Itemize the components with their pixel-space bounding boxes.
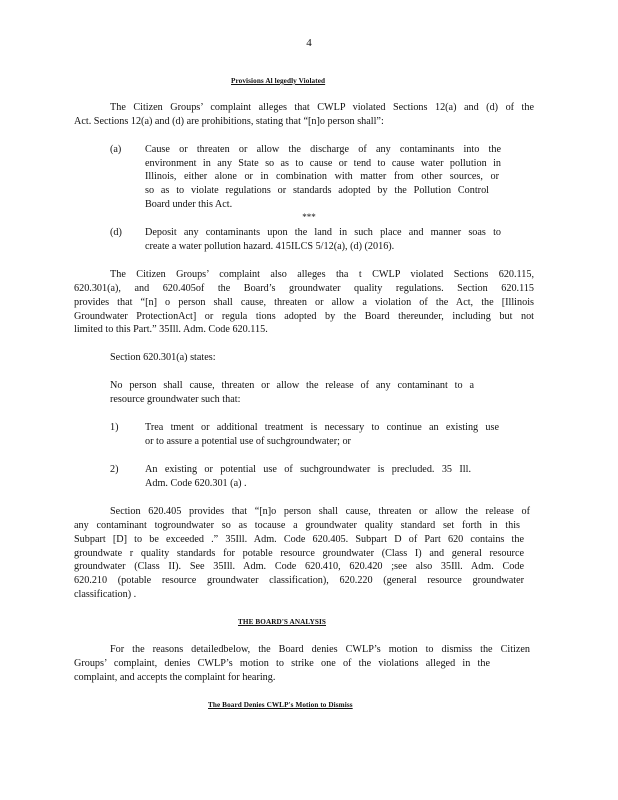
item-1-line-1: Trea tment or additional treatment is necessary to continue an existing use: [145, 422, 499, 433]
item-2-line-1: An existing or potential use of suchgroundwater is precluded. 35 Ill.: [145, 464, 471, 475]
item-a-label: (a): [110, 144, 122, 155]
paragraph-5-line-2: any contaminant togroundwater so as tocause a groundwater quality standard set forth in this: [74, 520, 520, 531]
item-1-label: 1): [110, 422, 119, 433]
item-d-line-2: create a water pollution hazard. 415ILCS 5/12(a), (d) (2016).: [145, 241, 395, 252]
paragraph-2-line-5: limited to this Part.” 35Ill. Adm. Code 620.115.: [74, 324, 268, 335]
paragraph-4-line-2: resource groundwater such that:: [110, 394, 241, 405]
paragraph-5-line-3: Subpart [D] to be exceeded .” 35Ill. Adm. Code 620.405. Subpart D of Part 620 contains the: [74, 534, 524, 545]
paragraph-5-line-5: groundwater (Class II). See 35Ill. Adm. Code 620.410, 620.420 ;see also 35Ill. Adm. Code: [74, 561, 524, 572]
item-d-label: (d): [110, 227, 122, 238]
paragraph-2-line-2: 620.301(a), and 620.405of the Board’s groundwater quality regulations. Section 620.115: [74, 283, 534, 294]
item-d-line-1: Deposit any contaminants upon the land in such place and manner soas to: [145, 227, 501, 238]
ellipsis-stars: ***: [302, 212, 316, 222]
item-2-line-2: Adm. Code 620.301 (a) .: [145, 478, 247, 489]
paragraph-6-line-1: For the reasons detailedbelow, the Board denies CWLP’s motion to dismiss the Citizen: [110, 644, 530, 655]
page-number: 4: [306, 37, 312, 49]
paragraph-4-line-1: No person shall cause, threaten or allow the release of any contaminant to a: [110, 380, 474, 391]
paragraph-5-line-7: classification) .: [74, 589, 137, 600]
heading-board-denies-motion: The Board Denies CWLP's Motion to Dismiss: [208, 701, 353, 709]
paragraph-5-line-1: Section 620.405 provides that “[n]o person shall cause, threaten or allow the release of: [110, 506, 530, 517]
heading-provisions-allegedly-violated: Provisions Al legedly Violated: [231, 77, 326, 85]
item-a-line-2: environment in any State so as to cause or tend to cause water pollution in: [145, 158, 501, 169]
item-a-line-5: Board under this Act.: [145, 199, 233, 210]
item-a-line-3: Illinois, either alone or in combination with matter from other sources, or: [145, 171, 499, 182]
paragraph-1-line-2: Act. Sections 12(a) and (d) are prohibitions, stating that “[n]o person shall”:: [74, 116, 384, 127]
paragraph-6-line-3: complaint, and accepts the complaint for hearing.: [74, 672, 276, 683]
paragraph-5-line-4: groundwate r quality standards for potable resource groundwater (Class I) and general resource: [74, 548, 524, 559]
paragraph-2-line-3: provides that “[n] o person shall cause, threaten or allow a violation of the Act, the [Illinois: [74, 297, 534, 308]
item-1-line-2: or to assure a potential use of suchgroundwater; or: [145, 436, 351, 447]
paragraph-1-line-1: The Citizen Groups’ complaint alleges that CWLP violated Sections 12(a) and (d) of the: [110, 102, 534, 113]
item-a-line-4: so as to violate regulations or standards adopted by the Pollution Control: [145, 185, 489, 196]
paragraph-5-line-6: 620.210 (potable resource groundwater classification), 620.220 (general resource groundwater: [74, 575, 524, 586]
paragraph-3: Section 620.301(a) states:: [110, 352, 216, 363]
item-2-label: 2): [110, 464, 119, 475]
paragraph-6-line-2: Groups’ complaint, denies CWLP’s motion to strike one of the violations alleged in the: [74, 658, 490, 669]
paragraph-2-line-4: Groundwater ProtectionAct] or regula tions adopted by the Board thereunder, including but not: [74, 311, 534, 322]
heading-boards-analysis: THE BOARD'S ANALYSIS: [238, 618, 327, 626]
item-a-line-1: Cause or threaten or allow the discharge of any contaminants into the: [145, 144, 501, 155]
paragraph-2-line-1: The Citizen Groups’ complaint also alleges tha t CWLP violated Sections 620.115,: [110, 269, 534, 280]
